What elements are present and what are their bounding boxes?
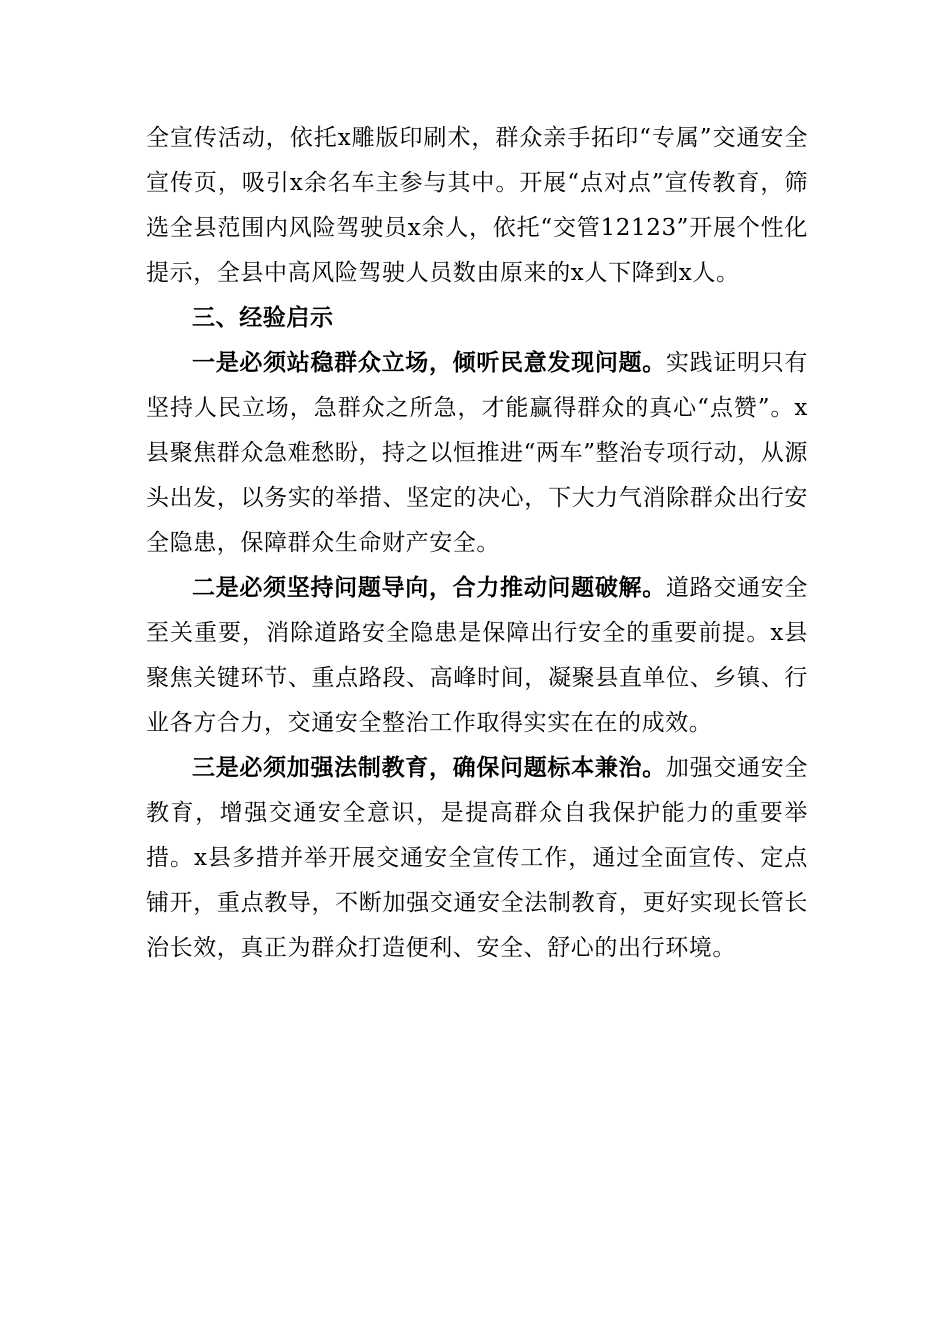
paragraph-body-1: 实践证明只有坚持人民立场，急群众之所急，才能赢得群众的真心“点赞”。x县聚焦群众急难愁盼，持之以恒推进“两车”整治专项行动，从源头出发，以务实的举措、坚定的决心，下大力气消除群众出行安全隐患，保障群众生命财产安全。 xyxy=(146,350,809,556)
experience-paragraph-2 xyxy=(146,566,808,746)
document-body xyxy=(146,116,808,971)
paragraph-body-3: 加强交通安全教育，增强交通安全意识，是提高群众自我保护能力的重要举措。x县多措并举开展交通安全宣传工作，通过全面宣传、定点铺开，重点教导，不断加强交通安全法制教育，更好实现长管长治长效，真正为群众打造便利、安全、舒心的出行环境。 xyxy=(146,755,809,961)
paragraph-lead-2: 二是必须坚持问题导向，合力推动问题破解。 xyxy=(192,575,666,601)
paragraph-lead-1: 一是必须站稳群众立场，倾听民意发现问题。 xyxy=(192,350,666,376)
section-heading: 三、经验启示 xyxy=(192,305,334,331)
continuation-paragraph: 全宣传活动，依托x雕版印刷术，群众亲手拓印“专属”交通安全宣传页，吸引x余名车主参与其中。开展“点对点”宣传教育，筛选全县范围内风险驾驶员x余人，依托“交管12123”开展个性化提示，全县中高风险驾驶人员数由原来的x人下降到x人。 xyxy=(146,125,808,286)
paragraph-lead-3: 三是必须加强法制教育，确保问题标本兼治。 xyxy=(192,755,666,781)
experience-paragraph-1 xyxy=(146,341,808,566)
paragraph-body-2: 道路交通安全至关重要，消除道路安全隐患是保障出行安全的重要前提。x县聚焦关键环节、重点路段、高峰时间，凝聚县直单位、乡镇、行业各方合力，交通安全整治工作取得实实在在的成效。 xyxy=(146,575,809,736)
experience-paragraph-3 xyxy=(146,746,808,971)
